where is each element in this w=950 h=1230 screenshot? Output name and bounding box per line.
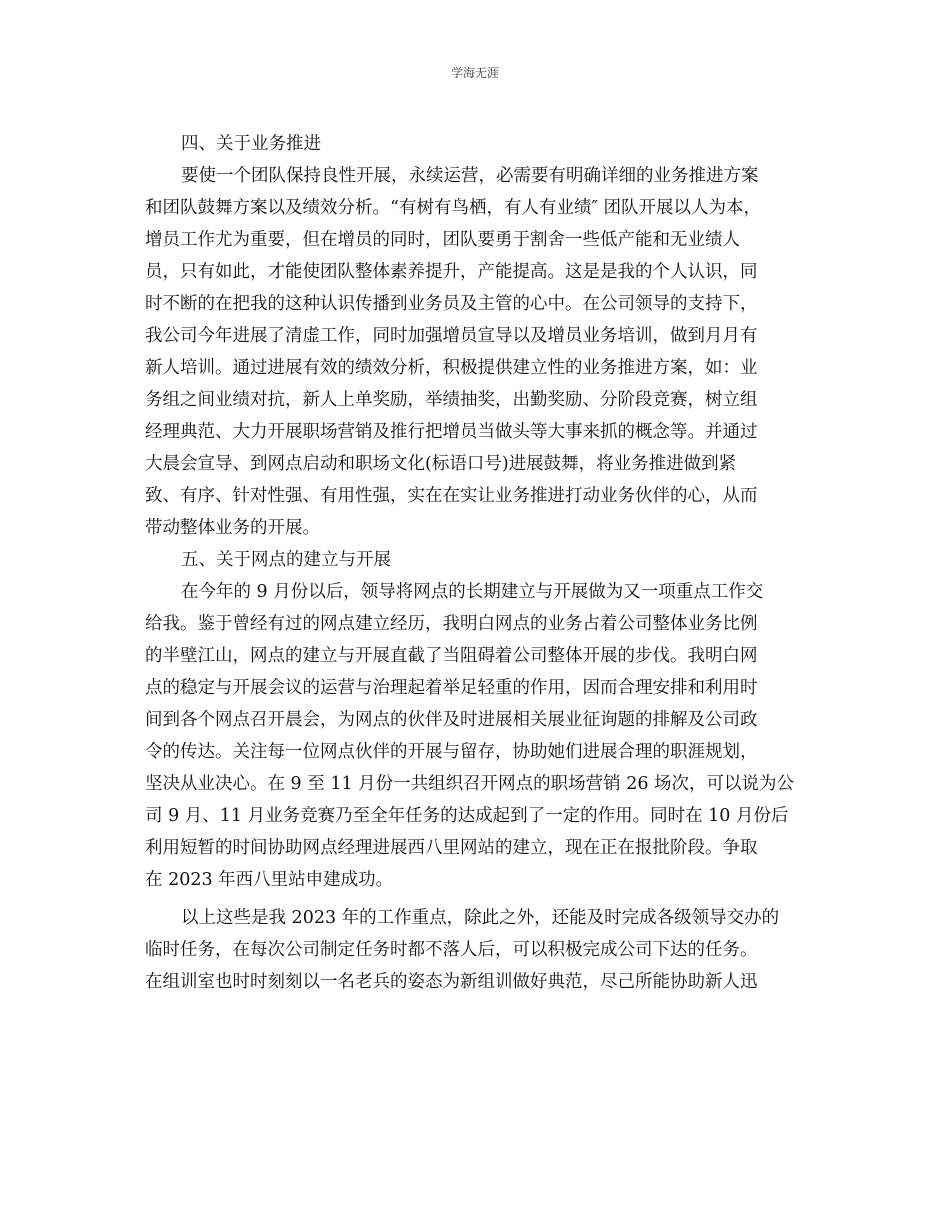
paragraph-line: 在 2023 年西八里站申建成功。 <box>145 870 394 890</box>
paragraph-line: 务组之间业绩对抗，新人上单奖励，举绩抽奖，出勤奖励、分阶段竞赛，树立组 <box>145 390 758 410</box>
page-header: 学海无涯 <box>450 66 499 80</box>
paragraph-line: 我公司今年进展了清虚工作，同时加强增员宣导以及增员业务培训，做到月月有 <box>145 326 758 346</box>
paragraph-line: 临时任务，在每次公司制定任务时都不落人后，可以积极完成公司下达的任务。 <box>145 940 758 960</box>
paragraph-line: 大晨会宣导、到网点启动和职场文化(标语口号)进展鼓舞，将业务推进做到紧 <box>145 454 737 474</box>
document-body <box>145 128 805 998</box>
paragraph-line: 经理典范、大力开展职场营销及推行把增员当做头等大事来抓的概念等。并通过 <box>145 422 758 442</box>
paragraph-line: 给我。鉴于曾经有过的网点建立经历，我明白网点的业务占着公司整体业务比例 <box>145 614 758 634</box>
paragraph-line: 增员工作尤为重要，但在增员的同时，团队要勇于割舍一些低产能和无业绩人 <box>145 230 740 250</box>
paragraph-line: 带动整体业务的开展。 <box>145 518 320 538</box>
paragraph-line: 员，只有如此，才能使团队整体素养提升，产能提高。这是是我的个人认识，同 <box>145 262 758 282</box>
paragraph-line: 和团队鼓舞方案以及绩效分析。“有树有鸟栖，有人有业绩″ 团队开展以人为本， <box>145 198 762 218</box>
paragraph-line: 间到各个网点召开晨会，为网点的伙伴及时进展相关展业征询题的排解及公司政 <box>145 710 758 730</box>
paragraph-line: 致、有序、针对性强、有用性强，实在在实让业务推进打动业务伙伴的心，从而 <box>145 486 758 506</box>
paragraph-line: 在组训室也时时刻刻以一名老兵的姿态为新组训做好典范，尽己所能协助新人迅 <box>145 972 758 992</box>
paragraph-line: 的半壁江山，网点的建立与开展直截了当阻碍着公司整体开展的步伐。我明白网 <box>145 646 758 666</box>
paragraph-line: 点的稳定与开展会议的运营与治理起着举足轻重的作用，因而合理安排和利用时 <box>145 678 758 698</box>
paragraph-line: 利用短暂的时间协助网点经理进展西八里网站的建立，现在正在报批阶段。争取 <box>145 838 758 858</box>
paragraph-line: 令的传达。关注每一位网点伙伴的开展与留存，协助她们进展合理的职涯规划， <box>145 742 758 762</box>
paragraph-line: 在今年的 9 月份以后，领导将网点的长期建立与开展做为又一项重点工作交 <box>181 582 764 602</box>
paragraph-line: 时不断的在把我的这种认识传播到业务员及主管的心中。在公司领导的支持下， <box>145 294 758 314</box>
paragraph-line: 坚决从业决心。在 9 至 11 月份一共组织召开网点的职场营销 26 场次，可以说为公 <box>145 774 795 794</box>
paragraph-line: 新人培训。通过进展有效的绩效分析，积极提供建立性的业务推进方案，如：业 <box>145 358 758 378</box>
paragraph-line: 要使一个团队保持良性开展，永续运营，必需要有明确详细的业务推进方案 <box>181 166 759 186</box>
paragraph-line: 以上这些是我 2023 年的工作重点，除此之外，还能及时完成各级领导交办的 <box>181 908 780 928</box>
paragraph-line: 司 9 月、11 月业务竞赛乃至全年任务的达成起到了一定的作用。同时在 10 月份后 <box>145 806 789 826</box>
section-heading: 四、关于业务推进 <box>181 134 321 154</box>
section-heading: 五、关于网点的建立与开展 <box>181 550 391 570</box>
